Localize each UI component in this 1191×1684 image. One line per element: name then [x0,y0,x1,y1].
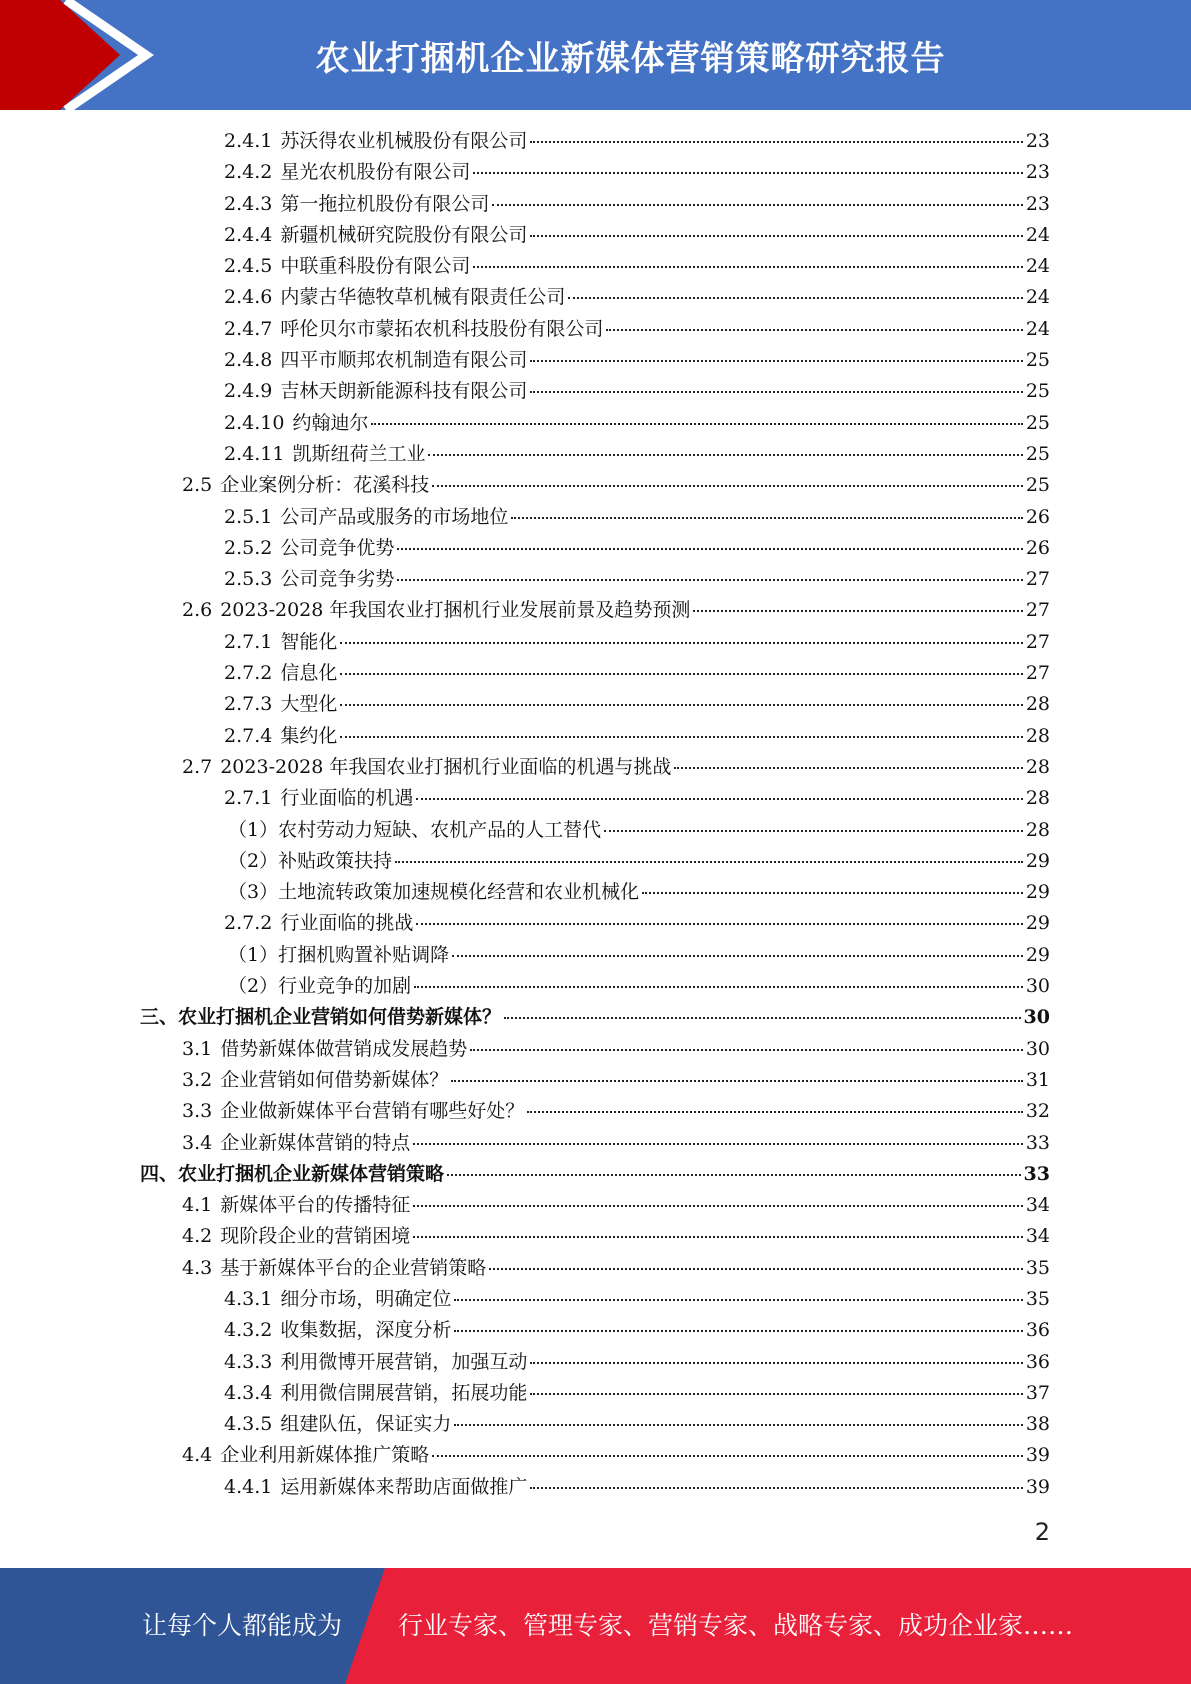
toc-entry[interactable] [140,1409,1050,1440]
toc-entry[interactable] [140,846,1050,877]
toc-entry-number: 2.4.2 [224,161,273,184]
toc-entry-page: 37 [1025,1381,1050,1404]
toc-entry-page: 24 [1025,255,1050,278]
toc-entry-page: 35 [1025,1256,1050,1279]
toc-entry-label: 中联重科股份有限公司 [280,255,471,278]
toc-entry-page: 36 [1025,1319,1050,1342]
toc-entry[interactable] [140,752,1050,783]
toc-entry-page: 28 [1025,755,1050,778]
toc-entry-label: 苏沃得农业机械股份有限公司 [280,130,528,152]
toc-dot-leader [473,266,1022,268]
toc-entry-number: 4.3 [182,1256,213,1279]
toc-entry-page: 38 [1025,1413,1050,1436]
toc-entry[interactable] [140,908,1050,939]
toc-entry-number: 2.4.4 [224,223,273,246]
toc-entry-page: 23 [1025,161,1050,184]
toc-entry-number: 2.7.4 [224,724,273,747]
toc-entry[interactable] [140,1065,1050,1096]
toc-entry-number: 4.1 [182,1194,213,1217]
toc-entry[interactable] [140,1347,1050,1378]
table-of-contents [140,126,1050,1503]
toc-entry-page: 27 [1025,630,1050,653]
toc-entry-number: 2.4.3 [224,192,273,215]
toc-entry-label: 2023-2028 年我国农业打捆机行业面临的机遇与挑战 [220,755,672,778]
toc-entry[interactable] [140,1190,1050,1221]
toc-entry-label: 收集数据，深度分析 [280,1319,452,1342]
report-title: 农业打捆机企业新媒体营销策略研究报告 [315,38,946,79]
toc-dot-leader [606,329,1022,331]
toc-dot-leader [447,1174,1021,1176]
toc-entry-number: 2.7.2 [224,662,273,685]
toc-entry-number: 2.5.1 [224,505,273,528]
toc-entry-label: 约翰迪尔 [292,411,369,434]
toc-dot-leader [413,1236,1023,1238]
red-arrow-chevron-icon [0,0,160,110]
toc-entry-label: 新疆机械研究院股份有限公司 [280,223,528,246]
toc-entry[interactable] [140,1221,1050,1252]
toc-entry-label: 企业做新媒体平台营销有哪些好处？ [220,1100,525,1123]
toc-dot-leader [473,172,1022,174]
toc-entry[interactable] [140,564,1050,595]
toc-entry-label: （1）打捆机购置补贴调降 [228,943,450,966]
toc-dot-leader [492,204,1022,206]
toc-entry-number: 4.4 [182,1444,213,1467]
toc-entry-page: 23 [1025,192,1050,215]
toc-dot-leader [489,1268,1023,1270]
toc-entry[interactable] [140,282,1050,313]
toc-entry-label: 运用新媒体来帮助店面做推广 [280,1475,528,1498]
toc-entry[interactable] [140,1315,1050,1346]
toc-entry-label: 组建队伍，保证实力 [280,1413,452,1436]
toc-entry-page: 39 [1025,1475,1050,1498]
toc-dot-leader [451,1080,1023,1082]
toc-entry-label: 2023-2028 年我国农业打捆机行业发展前景及趋势预测 [220,599,691,622]
toc-entry-number: 2.4.8 [224,349,273,372]
toc-entry-page: 25 [1025,474,1050,497]
toc-dot-leader [413,1205,1023,1207]
toc-dot-leader [340,642,1022,644]
toc-entry-page: 31 [1025,1068,1050,1091]
toc-entry-number: 4.3.1 [224,1287,273,1310]
toc-dot-leader [530,235,1022,237]
toc-entry-label: 行业面临的挑战 [280,912,414,935]
toc-dot-leader [527,1111,1023,1113]
toc-entry-label: 公司竞争优势 [280,536,395,559]
toc-entry-page: 26 [1025,536,1050,559]
toc-entry-page: 27 [1025,599,1050,622]
toc-entry-page: 24 [1025,317,1050,340]
toc-dot-leader [340,673,1022,675]
toc-dot-leader [530,391,1022,393]
toc-dot-leader [371,423,1022,425]
toc-entry-number: 2.4.11 [224,442,285,465]
toc-entry-number: 3.2 [182,1068,213,1091]
toc-entry-page: 39 [1025,1444,1050,1467]
toc-entry[interactable] [140,595,1050,626]
toc-entry-label: 内蒙古华德牧草机械有限责任公司 [280,286,566,309]
toc-entry-page: 29 [1025,943,1050,966]
toc-entry-label: 凯斯纽荷兰工业 [292,442,426,465]
toc-entry[interactable] [140,971,1050,1002]
toc-dot-leader [470,1049,1023,1051]
toc-entry-page: 35 [1025,1287,1050,1310]
toc-entry[interactable] [140,627,1050,658]
toc-entry-page: 27 [1025,568,1050,591]
toc-entry[interactable] [140,1128,1050,1159]
toc-dot-leader [568,297,1022,299]
toc-entry-label: 公司产品或服务的市场地位 [280,505,509,528]
toc-entry-label: 新媒体平台的传播特征 [220,1194,411,1217]
toc-entry[interactable] [140,314,1050,345]
toc-entry-number: 4.3.5 [224,1413,273,1436]
toc-entry-number: 2.7.1 [224,630,273,653]
toc-entry-label: 第一拖拉机股份有限公司 [280,192,490,215]
toc-entry-number: 2.4.7 [224,317,273,340]
toc-dot-leader [511,517,1022,519]
toc-entry[interactable] [140,658,1050,689]
toc-entry-number: 2.6 [182,599,213,622]
toc-entry-label: 四平市顺邦农机制造有限公司 [280,349,528,372]
toc-dot-leader [693,610,1022,612]
toc-entry-number: 3.3 [182,1100,213,1123]
page-footer [0,1568,1191,1684]
toc-dot-leader [340,704,1022,706]
toc-entry-number: 3.4 [182,1131,213,1154]
toc-entry-label: 企业新媒体营销的特点 [220,1131,411,1154]
toc-dot-leader [504,1017,1021,1019]
toc-entry[interactable] [140,1378,1050,1409]
toc-entry-number: 2.7.3 [224,693,273,716]
toc-entry-number: 2.7.2 [224,912,273,935]
toc-entry-page: 28 [1025,693,1050,716]
toc-entry[interactable] [140,877,1050,908]
toc-entry-label: （2）补贴政策扶持 [228,849,393,872]
toc-entry-label: 三、农业打捆机企业营销如何借势新媒体？ [140,1006,502,1029]
toc-dot-leader [454,1330,1022,1332]
page-number: 2 [1034,1518,1050,1546]
toc-entry-number: 2.4.5 [224,255,273,278]
toc-entry-label: 四、农业打捆机企业新媒体营销策略 [140,1162,445,1185]
toc-entry-page: 33 [1023,1162,1050,1185]
toc-dot-leader [414,986,1023,988]
toc-entry-number: 2.4.9 [224,380,273,403]
toc-entry[interactable] [140,376,1050,407]
toc-dot-leader [454,1424,1022,1426]
toc-dot-leader [454,1299,1022,1301]
toc-entry[interactable] [140,533,1050,564]
toc-entry-label: 集约化 [280,724,338,747]
toc-entry[interactable] [140,345,1050,376]
toc-entry-label: 利用微信開展营销，拓展功能 [280,1381,528,1404]
toc-entry-number: 2.4.6 [224,286,273,309]
toc-entry[interactable] [140,251,1050,282]
toc-entry[interactable] [140,1253,1050,1284]
toc-entry-label: 呼伦贝尔市蒙拓农机科技股份有限公司 [280,317,604,340]
toc-dot-leader [530,1362,1022,1364]
toc-entry-label: 基于新媒体平台的企业营销策略 [220,1256,487,1279]
toc-entry-number: 3.1 [182,1037,213,1060]
toc-entry-page: 26 [1025,505,1050,528]
toc-entry[interactable] [140,408,1050,439]
toc-entry-number: 2.7 [182,755,213,778]
toc-entry-number: 4.4.1 [224,1475,273,1498]
toc-entry[interactable] [140,439,1050,470]
toc-entry-number: 2.4.10 [224,411,285,434]
toc-entry-label: 星光农机股份有限公司 [280,161,471,184]
toc-entry-page: 30 [1025,975,1050,998]
toc-dot-leader [432,485,1023,487]
toc-entry-label: （3）土地流转政策加速规模化经营和农业机械化 [228,881,640,904]
footer-slogan-left: 让每个人都能成为 [142,1611,343,1640]
toc-entry-page: 25 [1025,349,1050,372]
toc-entry-number: 4.3.2 [224,1319,273,1342]
toc-entry-number: 4.2 [182,1225,213,1248]
toc-entry-page: 28 [1025,724,1050,747]
toc-entry[interactable] [140,815,1050,846]
toc-entry-label: 企业利用新媒体推广策略 [220,1444,430,1467]
toc-entry-label: 企业案例分析：花溪科技 [220,474,430,497]
toc-dot-leader [397,579,1022,581]
toc-entry-label: 细分市场，明确定位 [280,1287,452,1310]
toc-dot-leader [340,736,1022,738]
toc-entry-page: 29 [1025,849,1050,872]
toc-entry-page: 33 [1025,1131,1050,1154]
toc-entry-page: 23 [1025,130,1050,152]
toc-entry-label: （2）行业竞争的加剧 [228,975,412,998]
toc-entry-number: 2.5.2 [224,536,273,559]
toc-entry-page: 25 [1025,442,1050,465]
toc-entry-page: 34 [1025,1225,1050,1248]
toc-entry-label: 行业面临的机遇 [280,787,414,810]
toc-entry-page: 36 [1025,1350,1050,1373]
toc-entry-page: 27 [1025,662,1050,685]
toc-entry[interactable] [140,940,1050,971]
toc-entry-page: 28 [1025,818,1050,841]
toc-entry-number: 2.7.1 [224,787,273,810]
toc-entry[interactable] [140,157,1050,188]
toc-entry-page: 24 [1025,286,1050,309]
toc-entry-label: 智能化 [280,630,338,653]
toc-entry-number: 4.3.3 [224,1350,273,1373]
toc-entry[interactable] [140,721,1050,752]
toc-entry-number: 4.3.4 [224,1381,273,1404]
toc-entry-label: 大型化 [280,693,338,716]
toc-entry-number: 2.5 [182,474,213,497]
toc-entry[interactable] [140,1034,1050,1065]
toc-entry[interactable] [140,689,1050,720]
toc-entry-number: 2.5.3 [224,568,273,591]
toc-dot-leader [416,798,1022,800]
toc-entry-page: 30 [1023,1006,1050,1029]
toc-entry[interactable] [140,126,1050,157]
toc-entry[interactable] [140,1472,1050,1503]
toc-dot-leader [432,1455,1023,1457]
toc-entry-page: 34 [1025,1194,1050,1217]
toc-entry-page: 25 [1025,411,1050,434]
toc-entry-label: 吉林天朗新能源科技有限公司 [280,380,528,403]
toc-entry[interactable] [140,1284,1050,1315]
toc-entry-label: 信息化 [280,662,338,685]
toc-entry[interactable] [140,783,1050,814]
toc-dot-leader [397,548,1022,550]
toc-entry-label: 利用微博开展营销，加强互动 [280,1350,528,1373]
toc-entry-label: 企业营销如何借势新媒体？ [220,1068,449,1091]
toc-dot-leader [413,1143,1023,1145]
footer-slogan-right: 行业专家、管理专家、营销专家、战略专家、成功企业家…… [398,1611,1074,1640]
toc-dot-leader [530,360,1022,362]
toc-dot-leader [452,955,1023,957]
toc-entry[interactable] [140,220,1050,251]
toc-dot-leader [416,923,1022,925]
toc-entry[interactable] [140,502,1050,533]
toc-entry-label: （1）农村劳动力短缺、农机产品的人工替代 [228,818,602,841]
toc-entry[interactable] [140,1096,1050,1127]
toc-dot-leader [530,1487,1022,1489]
toc-entry-page: 29 [1025,912,1050,935]
toc-dot-leader [530,1393,1022,1395]
toc-dot-leader [604,830,1023,832]
toc-entry-page: 29 [1025,881,1050,904]
toc-dot-leader [428,454,1022,456]
toc-entry-page: 28 [1025,787,1050,810]
toc-entry-label: 公司竞争劣势 [280,568,395,591]
toc-dot-leader [530,141,1022,143]
toc-entry-label: 借势新媒体做营销成发展趋势 [220,1037,468,1060]
toc-entry[interactable] [140,1002,1050,1033]
page-header [0,0,1191,110]
toc-entry-page: 30 [1025,1037,1050,1060]
toc-entry[interactable] [140,1159,1050,1190]
toc-dot-leader [674,767,1022,769]
toc-dot-leader [395,861,1023,863]
toc-entry-number: 2.4.1 [224,130,273,152]
toc-entry-label: 现阶段企业的营销困境 [220,1225,411,1248]
toc-entry-page: 24 [1025,223,1050,246]
toc-entry-page: 32 [1025,1100,1050,1123]
toc-dot-leader [642,892,1023,894]
toc-entry-page: 25 [1025,380,1050,403]
toc-entry[interactable] [140,470,1050,501]
toc-entry[interactable] [140,1440,1050,1471]
toc-entry[interactable] [140,189,1050,220]
